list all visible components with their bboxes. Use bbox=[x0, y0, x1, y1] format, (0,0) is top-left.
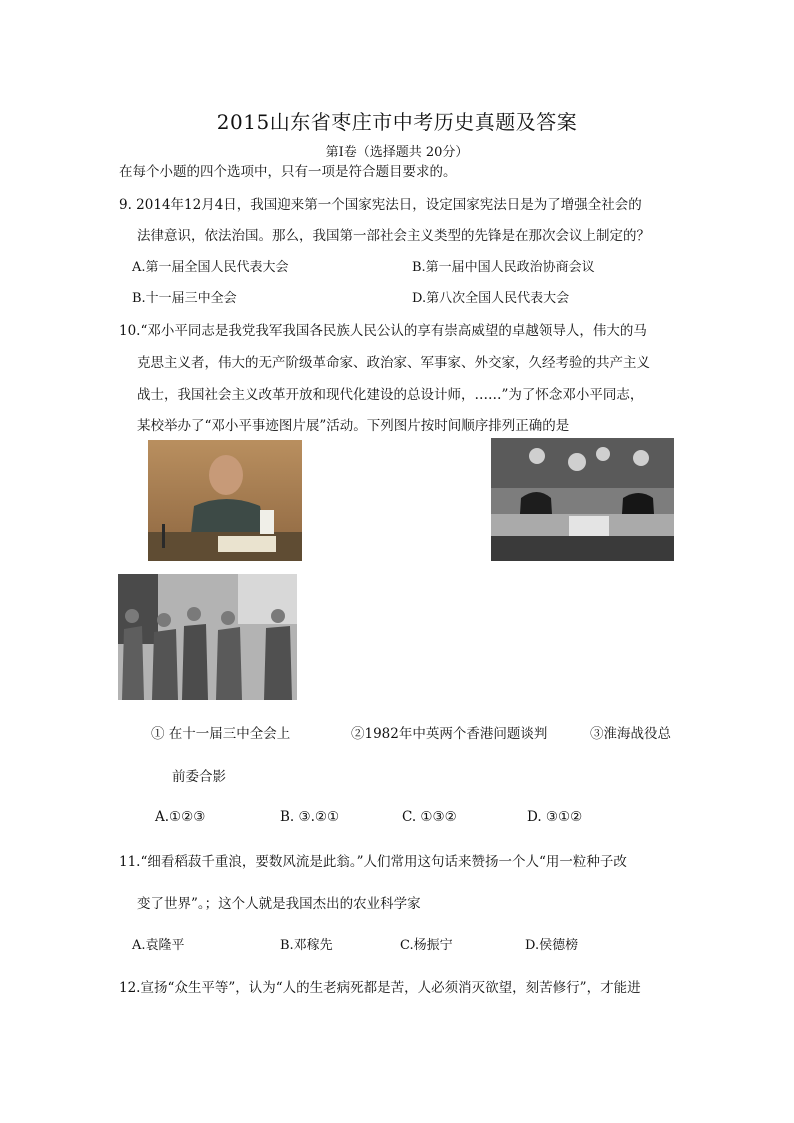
page-title: 2015山东省枣庄市中考历史真题及答案 bbox=[216, 110, 578, 134]
instruction-text: 在每个小题的四个选项中，只有一项是符合题目要求的。 bbox=[119, 164, 457, 180]
q9-line1: 9. 2014年12月4日，我国迎来第一个国家宪法日，设定国家宪法日是为了增强全社会的 bbox=[119, 197, 642, 213]
q9-option-b: B.第一届中国人民政治协商会议 bbox=[412, 260, 595, 275]
q10-option-d: D. ③①② bbox=[527, 809, 583, 825]
photo-hk-talks bbox=[491, 438, 674, 561]
caption-2: ②1982年中英两个香港问题谈判 bbox=[351, 726, 548, 742]
caption-3-continued: 前委合影 bbox=[172, 769, 226, 785]
q12-line1: 12.宣扬“众生平等”，认为“人的生老病死都是苦，人必须消灭欲望，刻苦修行”，才能进 bbox=[119, 980, 641, 996]
caption-3: ③淮海战役总 bbox=[590, 726, 671, 742]
q9-line2: 法律意识，依法治国。那么，我国第一部社会主义类型的先锋是在那次会议上制定的？ bbox=[137, 228, 650, 244]
q9-option-c: B.十一届三中全会 bbox=[132, 291, 237, 306]
q10-line4: 某校举办了“邓小平事迹图片展”活动。下列图片按时间顺序排列正确的是 bbox=[137, 418, 570, 434]
q11-line1: 11.“细看稻菽千重浪，要数风流是此翁。”人们常用这句话来赞扬一个人“用一粒种子改 bbox=[119, 854, 627, 870]
q11-option-c: C.杨振宁 bbox=[400, 938, 453, 953]
q9-option-a: A.第一届全国人民代表大会 bbox=[132, 260, 289, 275]
q10-option-b: B. ③.②① bbox=[280, 809, 340, 825]
q9-option-d: D.第八次全国人民代表大会 bbox=[412, 291, 570, 306]
q11-line2: 变了世界”。；这个人就是我国杰出的农业科学家 bbox=[137, 896, 421, 912]
q11-option-b: B.邓稼先 bbox=[280, 938, 333, 953]
q10-line1: 10.“邓小平同志是我党我军我国各民族人民公认的享有崇高威望的卓越领导人，伟大的马 bbox=[119, 323, 647, 339]
q11-option-d: D.侯德榜 bbox=[525, 938, 579, 953]
q10-line3: 战士，我国社会主义改革开放和现代化建设的总设计师，……”为了怀念邓小平同志， bbox=[137, 387, 644, 403]
section-heading: 第Ⅰ卷（选择题共 20分） bbox=[325, 145, 469, 160]
q10-option-c: C. ①③② bbox=[402, 809, 457, 825]
photo-huaihai-committee bbox=[118, 574, 297, 700]
q10-option-a: A.①②③ bbox=[155, 809, 206, 825]
q10-line2: 克思主义者，伟大的无产阶级革命家、政治家、军事家、外交家，久经考验的共产主义 bbox=[137, 355, 650, 371]
q11-option-a: A.袁隆平 bbox=[132, 938, 185, 953]
photo-third-plenum bbox=[148, 440, 302, 561]
caption-1: ① 在十一届三中全会上 bbox=[151, 726, 291, 742]
